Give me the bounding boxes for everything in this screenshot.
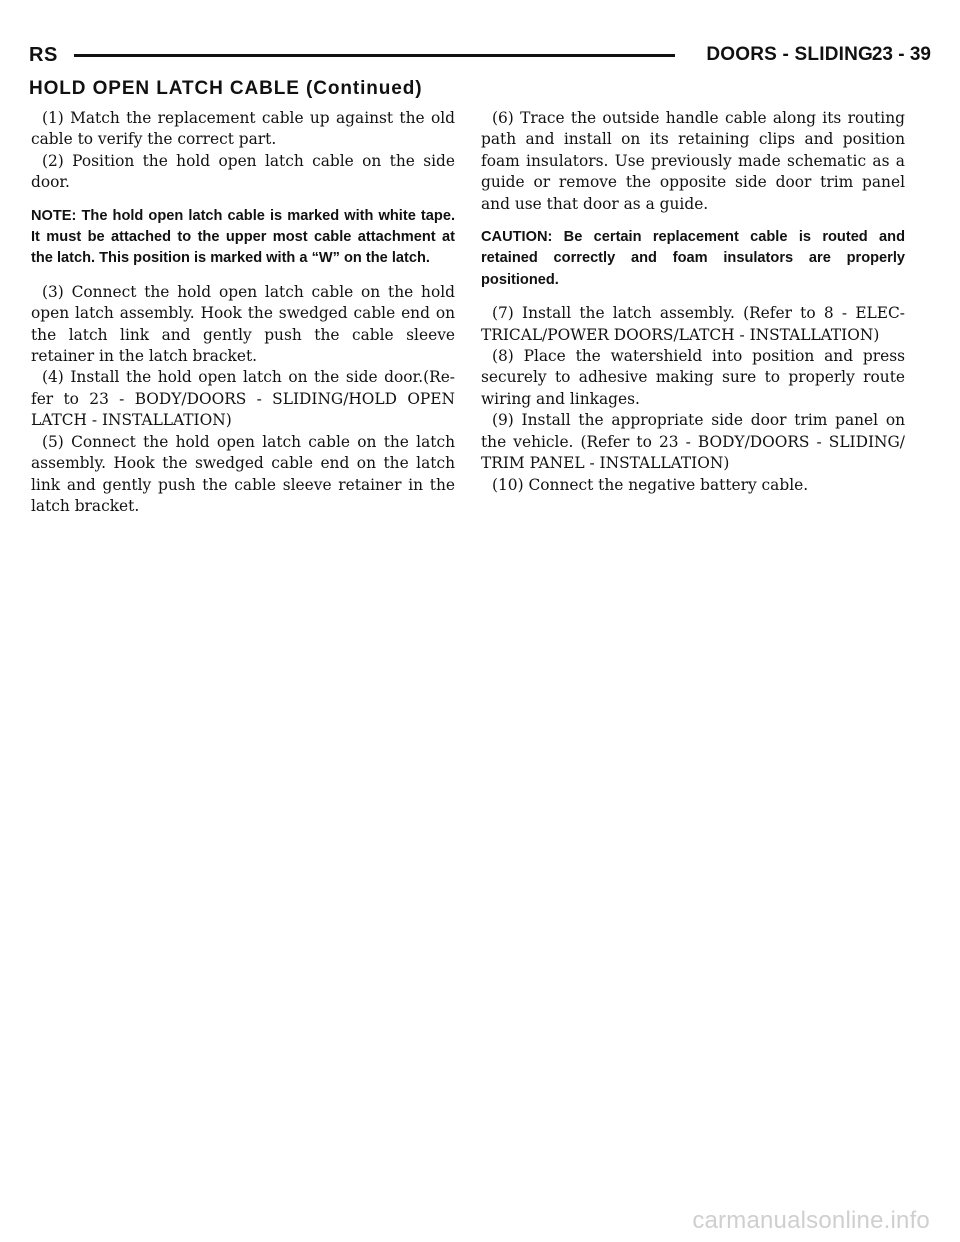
right-column [481,108,905,496]
section-code: RS [29,44,58,66]
step-4: (4) Install the hold open latch on the side door.(Re- fer to 23 - BODY/DOORS - SLIDING/HOLD OPEN LATCH - INSTALLATION) [31,368,455,430]
header-rule [74,54,675,57]
section-title: HOLD OPEN LATCH CABLE (Continued) [29,78,423,99]
step-3: (3) Connect the hold open latch cable on the hold open latch assembly. Hook the swedged cable end on the latch link and gently push the cable sleeve retainer in the latch bracket. [31,282,455,366]
caution-paragraph: CAUTION: Be certain replacement cable is routed and retained correctly and foam insulators are properly positioned. [481,229,905,288]
step-5: (5) Connect the hold open latch cable on the latch assembly. Hook the swedged cable end on the latch link and gently push the cable sleeve retainer in the latch bracket. [31,432,455,515]
note-paragraph: NOTE: The hold open latch cable is marked with white tape. It must be attached to the upper most cable attachment at the latch. This position is marked with a “W” on the latch. [31,207,455,267]
watermark-text: carmanualsonline.info [692,1207,930,1234]
step-1: (1) Match the replacement cable up against the old cable to verify the correct part. [31,109,455,149]
step-7: (7) Install the latch assembly. (Refer to 8 - ELEC- TRICAL/POWER DOORS/LATCH - INSTALLATION) [481,304,905,344]
page-number: 23 - 39 [871,44,931,65]
step-6: (6) Trace the outside handle cable along its routing path and install on its retaining clips and position foam insulators. Use previously made schematic as a guide or remove the opposite side door trim panel and use that door as a guide. [481,109,905,213]
step-10: (10) Connect the negative battery cable. [492,475,809,494]
step-2: (2) Position the hold open latch cable on the side door. [31,151,455,192]
left-column [31,108,455,517]
step-9: (9) Install the appropriate side door trim panel on the vehicle. (Refer to 23 - BODY/DOORS - SLIDING/ TRIM PANEL - INSTALLATION) [481,411,905,473]
chapter-title: DOORS - SLIDING [706,44,873,65]
step-8: (8) Place the watershield into position and press securely to adhesive making sure to properly route wiring and linkages. [481,347,905,408]
